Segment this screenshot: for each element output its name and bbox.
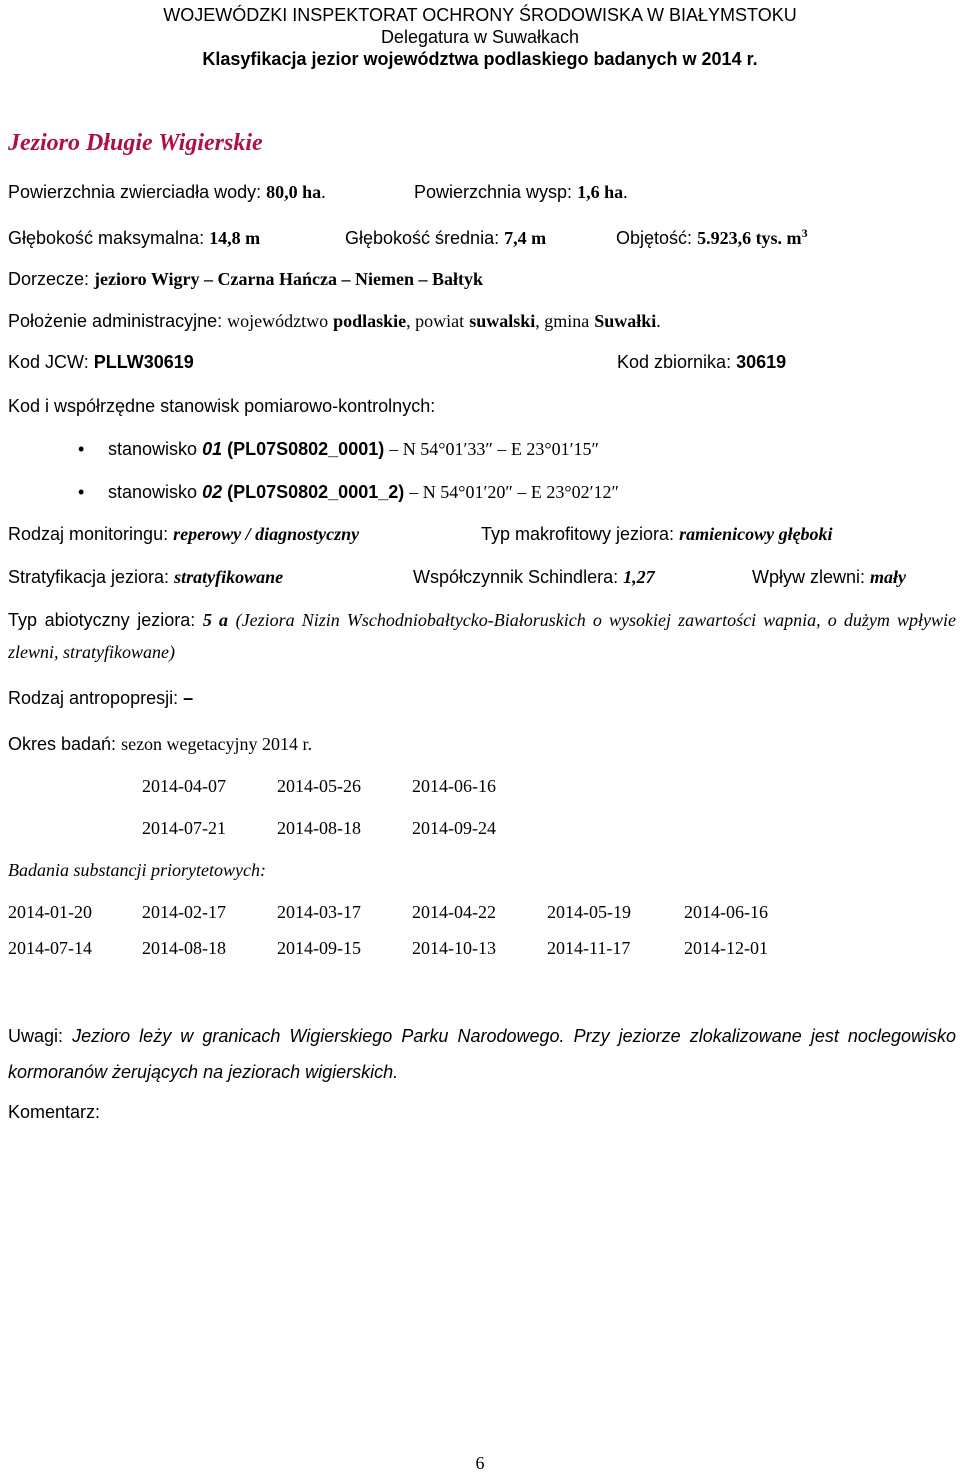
- bullet-icon: •: [78, 439, 85, 459]
- strat-row: [8, 565, 283, 589]
- islands-row: Powierzchnia wysp: 1,6 ha.: [414, 182, 628, 202]
- anthro-row: [8, 686, 193, 710]
- period-label: Okres badań:: [8, 734, 117, 754]
- priority-label: Badania substancji priorytetowych:: [8, 860, 266, 880]
- remarks-value: Jezioro leży w granicach Wigierskiego Parku Narodowego. Przy jeziorze zlokalizowane jest noclegowisko kormoranów żerujących na jeziorach wigierskich.: [8, 1026, 956, 1082]
- station-coords: – N 54°01′33″ – E 23°01′15″: [389, 439, 600, 459]
- admin-part1: województwo: [227, 311, 329, 331]
- station-prefix: stanowisko: [108, 482, 198, 502]
- surface-row: Powierzchnia zwierciadła wody: 80,0 ha.: [8, 182, 326, 202]
- station-number: 01: [202, 439, 223, 459]
- schindler-value: 1,27: [623, 567, 655, 587]
- influence-label: Wpływ zlewni:: [752, 567, 866, 587]
- bullet-icon: •: [78, 482, 85, 502]
- surface-label: Powierzchnia zwierciadła wody:: [8, 182, 262, 202]
- volume-exponent: 3: [801, 226, 808, 240]
- abiotic-label: Typ abiotyczny jeziora:: [8, 610, 196, 630]
- station-coords: – N 54°01′20″ – E 23°02′12″: [409, 482, 620, 502]
- season-date: 2014-08-18: [277, 818, 361, 838]
- macrophyte-row: [481, 522, 833, 546]
- reservoir-row: [617, 350, 786, 374]
- maxdepth-value: 14,8 m: [209, 228, 261, 248]
- priority-date: 2014-05-19: [547, 902, 631, 922]
- anthro-value: –: [183, 688, 194, 708]
- surface-value: 80,0 ha: [266, 182, 322, 202]
- reservoir-value: 30619: [736, 352, 787, 372]
- stations-label: Kod i współrzędne stanowisk pomiarowo-kontrolnych:: [8, 396, 436, 416]
- admin-commune: Suwałki: [594, 311, 657, 331]
- influence-row: [752, 565, 906, 589]
- priority-date: 2014-07-14: [8, 938, 92, 958]
- page-number: 6: [475, 1453, 485, 1473]
- admin-part2: , powiat: [406, 311, 465, 331]
- monitoring-value: reperowy / diagnostyczny: [173, 524, 360, 544]
- jcw-label: Kod JCW:: [8, 352, 89, 372]
- header-branch: Delegatura w Suwałkach: [380, 27, 580, 47]
- station-row: [108, 437, 599, 461]
- season-date: 2014-09-24: [412, 818, 496, 838]
- avgdepth-row: [345, 226, 546, 250]
- priority-date: 2014-09-15: [277, 938, 361, 958]
- influence-value: mały: [870, 567, 907, 587]
- station-number: 02: [202, 482, 223, 502]
- macrophyte-label: Typ makrofitowy jeziora:: [481, 524, 675, 544]
- islands-value: 1,6 ha: [577, 182, 624, 202]
- maxdepth-label: Głębokość maksymalna:: [8, 228, 205, 248]
- season-date: 2014-06-16: [412, 776, 496, 796]
- period-value: sezon wegetacyjny 2014 r.: [121, 734, 313, 754]
- abiotic-code: 5 a: [202, 610, 229, 630]
- basin-label: Dorzecze:: [8, 269, 90, 289]
- maxdepth-row: [8, 226, 260, 250]
- priority-date: 2014-02-17: [142, 902, 226, 922]
- volume-row: [616, 226, 808, 250]
- avgdepth-label: Głębokość średnia:: [345, 228, 500, 248]
- admin-part3: , gmina: [535, 311, 590, 331]
- volume-label: Objętość:: [616, 228, 693, 248]
- macrophyte-value: ramienicowy głęboki: [679, 524, 833, 544]
- monitoring-label: Rodzaj monitoringu:: [8, 524, 169, 544]
- abiotic-row: [8, 604, 956, 668]
- remarks-row: [8, 1018, 956, 1090]
- header-doc-title-text: Klasyfikacja jezior województwa podlaskiego badanych w 2014 r.: [202, 49, 758, 69]
- anthro-label: Rodzaj antropopresji:: [8, 688, 179, 708]
- avgdepth-value: 7,4 m: [504, 228, 547, 248]
- jcw-row: [8, 350, 194, 374]
- lake-title: Jezioro Długie Wigierskie: [8, 130, 263, 156]
- volume-value: 5.923,6 tys. m: [697, 228, 802, 248]
- priority-date: 2014-03-17: [277, 902, 361, 922]
- priority-date: 2014-06-16: [684, 902, 768, 922]
- priority-date: 2014-04-22: [412, 902, 496, 922]
- reservoir-label: Kod zbiornika:: [617, 352, 732, 372]
- schindler-label: Współczynnik Schindlera:: [413, 567, 619, 587]
- priority-date: 2014-10-13: [412, 938, 496, 958]
- basin-value: jezioro Wigry – Czarna Hańcza – Niemen – Bałtyk: [94, 269, 483, 289]
- priority-date: 2014-12-01: [684, 938, 768, 958]
- remarks-label: Uwagi:: [8, 1026, 64, 1046]
- station-code: (PL07S0802_0001_2): [227, 482, 405, 502]
- basin-row: [8, 267, 483, 291]
- season-date: 2014-07-21: [142, 818, 226, 838]
- header-doc-title: [0, 48, 960, 70]
- admin-county: suwalski: [469, 311, 536, 331]
- admin-label: Położenie administracyjne:: [8, 311, 223, 331]
- jcw-value: PLLW30619: [93, 352, 194, 372]
- station-prefix: stanowisko: [108, 439, 198, 459]
- period-row: [8, 732, 312, 756]
- priority-date: 2014-11-17: [547, 938, 631, 958]
- schindler-row: [413, 565, 655, 589]
- priority-date: 2014-08-18: [142, 938, 226, 958]
- season-date: 2014-04-07: [142, 776, 226, 796]
- monitoring-row: [8, 522, 359, 546]
- abiotic-description: (Jeziora Nizin Wschodniobałtycko-Białoruskich o wysokiej zawartości wapnia, o dużym wpływie zlewni, stratyfikowane): [8, 610, 956, 662]
- strat-label: Stratyfikacja jeziora:: [8, 567, 170, 587]
- islands-label: Powierzchnia wysp:: [414, 182, 573, 202]
- strat-value: stratyfikowane: [174, 567, 284, 587]
- admin-row: Położenie administracyjne: województwo podlaskie, powiat suwalski, gmina Suwałki.: [8, 311, 661, 331]
- season-date: 2014-05-26: [277, 776, 361, 796]
- priority-date: 2014-01-20: [8, 902, 92, 922]
- header-institution: WOJEWÓDZKI INSPEKTORAT OCHRONY ŚRODOWISKA W BIAŁYMSTOKU: [163, 5, 797, 25]
- station-code: (PL07S0802_0001): [227, 439, 385, 459]
- comment-label: Komentarz:: [8, 1102, 101, 1122]
- station-row: [108, 480, 619, 504]
- admin-voivodeship: podlaskie: [333, 311, 407, 331]
